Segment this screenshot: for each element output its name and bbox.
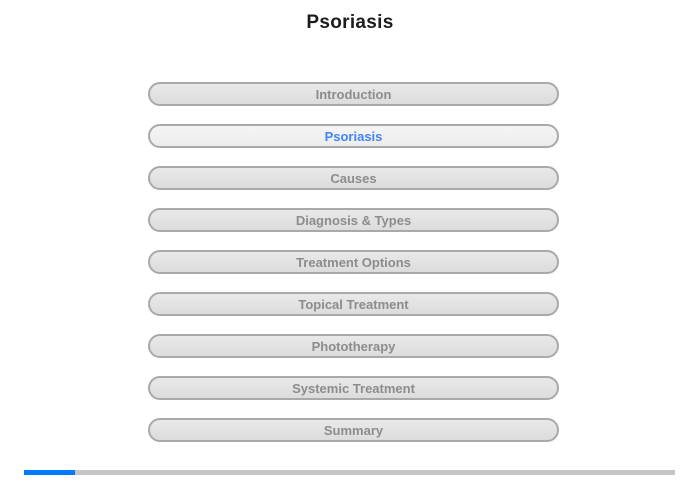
menu-item-causes[interactable]: Causes bbox=[148, 166, 559, 190]
menu-item-summary[interactable]: Summary bbox=[148, 418, 559, 442]
menu-item-psoriasis[interactable]: Psoriasis bbox=[148, 124, 559, 148]
menu-item-introduction[interactable]: Introduction bbox=[148, 82, 559, 106]
menu-item-diagnosis-types[interactable]: Diagnosis & Types bbox=[148, 208, 559, 232]
menu-item-systemic-treatment[interactable]: Systemic Treatment bbox=[148, 376, 559, 400]
page-title: Psoriasis bbox=[306, 12, 394, 33]
menu-item-treatment-options[interactable]: Treatment Options bbox=[148, 250, 559, 274]
section-menu bbox=[148, 82, 559, 460]
progress-bar-track bbox=[24, 470, 675, 475]
menu-item-topical-treatment[interactable]: Topical Treatment bbox=[148, 292, 559, 316]
progress-bar-fill bbox=[24, 470, 75, 475]
menu-item-phototherapy[interactable]: Phototherapy bbox=[148, 334, 559, 358]
